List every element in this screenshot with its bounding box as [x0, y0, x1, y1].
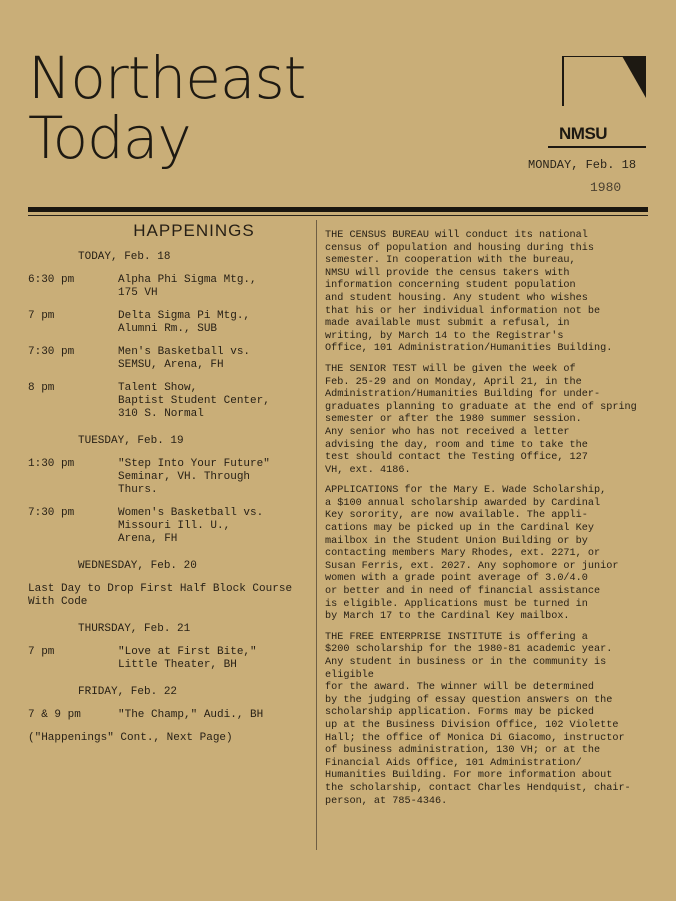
- event-note: Last Day to Drop First Half Block Course With Code: [28, 583, 293, 608]
- event-time: 6:30 pm: [28, 274, 75, 286]
- happenings-column: [28, 222, 310, 755]
- org-underline: [548, 146, 646, 148]
- event-desc: "Step Into Your Future" Seminar, VH. Through Thurs.: [118, 458, 270, 496]
- continued-note: ("Happenings" Cont., Next Page): [28, 732, 233, 744]
- event-time: 1:30 pm: [28, 458, 75, 470]
- org-name: NMSU: [559, 124, 608, 143]
- event-desc: "Love at First Bite," Little Theater, BH: [118, 646, 257, 671]
- event-item: [28, 507, 310, 546]
- day-heading: WEDNESDAY, Feb. 20: [78, 560, 197, 572]
- event-item: [28, 458, 310, 497]
- header-rule-thin: [28, 215, 648, 216]
- nmsu-logo-icon: [562, 56, 646, 106]
- header-rule: [28, 207, 648, 212]
- event-time: 7 pm: [28, 646, 55, 658]
- event-desc: Delta Sigma Pi Mtg., Alumni Rm., SUB: [118, 310, 251, 335]
- event-desc: "The Champ," Audi., BH: [118, 709, 264, 721]
- event-desc: Alpha Phi Sigma Mtg., 175 VH: [118, 274, 257, 299]
- notice-scholarship-applications: APPLICATIONS for the Mary E. Wade Scholarship, a $100 annual scholarship awarded by Cardinal Key sorority, are now available. The appli- cations may be picked up in the Cardinal Key mailbox in the Student Union Building or by contacting members Mary Rhodes, ext. 2271, or Susan Ferris, ext. 2027. Any sophomore or junior women with a grade point average of 3.0/4.0 or better and in need of financial assistance is eligible. Applications must be turned in by March 17 to the Cardinal Key mailbox.: [325, 485, 619, 623]
- masthead-line-2: Today: [28, 104, 191, 172]
- event-item: [28, 346, 310, 372]
- notices-column: [325, 230, 650, 816]
- day-heading: TUESDAY, Feb. 19: [78, 435, 184, 447]
- column-divider: [316, 220, 317, 850]
- day-heading: FRIDAY, Feb. 22: [78, 686, 178, 698]
- event-time: 7:30 pm: [28, 507, 75, 519]
- issue-date: MONDAY, Feb. 18: [528, 158, 637, 172]
- event-item: [28, 274, 310, 300]
- notice-senior-test: THE SENIOR TEST will be given the week of Feb. 25-29 and on Monday, April 21, in the Administration/Humanities Building for under- graduates planning to graduate at the end of spring semester or after the 1980 summer session. Any senior who has not received a letter advising the day, room and time to take the test should contact the Testing Office, 127 VH, ext. 4186.: [325, 363, 637, 476]
- masthead-title: [28, 44, 306, 172]
- masthead-line-1: Northeast: [28, 44, 306, 112]
- issue-year: 1980: [590, 180, 622, 195]
- notice-census: THE CENSUS BUREAU will conduct its national census of population and housing during this semester. In cooperation with the bureau, NMSU will provide the census takers with information concerning student population and student housing. Any student who wishes that his or her individual information not be made available must submit a refusal, in writing, by March 14 to the Registrar's Office, 101 Administration/Humanities Building.: [325, 230, 613, 355]
- event-desc: Talent Show, Baptist Student Center, 310 S. Normal: [118, 382, 270, 420]
- event-item: [28, 709, 310, 722]
- day-heading: TODAY, Feb. 18: [78, 251, 171, 263]
- event-time: 8 pm: [28, 382, 55, 394]
- event-time: 7 pm: [28, 310, 55, 322]
- happenings-title: HAPPENINGS: [133, 221, 255, 240]
- event-item: [28, 646, 310, 672]
- notice-free-enterprise: THE FREE ENTERPRISE INSTITUTE is offering a $200 scholarship for the 1980-81 academic year. Any student in business or in the community is eligible for the award. The winner will be determined by the judging of essay question answers on the scholarship application. Forms may be picked up at the Business Division Office, 102 Violette Hall; the office of Monica Di Giacomo, instructor of business administration, 130 VH; or at the Financial Aids Office, 101 Administration/ Humanities Building. For more information about the scholarship, contact Charles Hendquist, chair- person, at 785-4346.: [325, 631, 631, 807]
- event-item: [28, 382, 310, 421]
- event-desc: Women's Basketball vs. Missouri Ill. U., Arena, FH: [118, 507, 264, 545]
- event-desc: Men's Basketball vs. SEMSU, Arena, FH: [118, 346, 251, 371]
- day-heading: THURSDAY, Feb. 21: [78, 623, 191, 635]
- event-time: 7 & 9 pm: [28, 709, 81, 721]
- event-item: [28, 310, 310, 336]
- event-time: 7:30 pm: [28, 346, 75, 358]
